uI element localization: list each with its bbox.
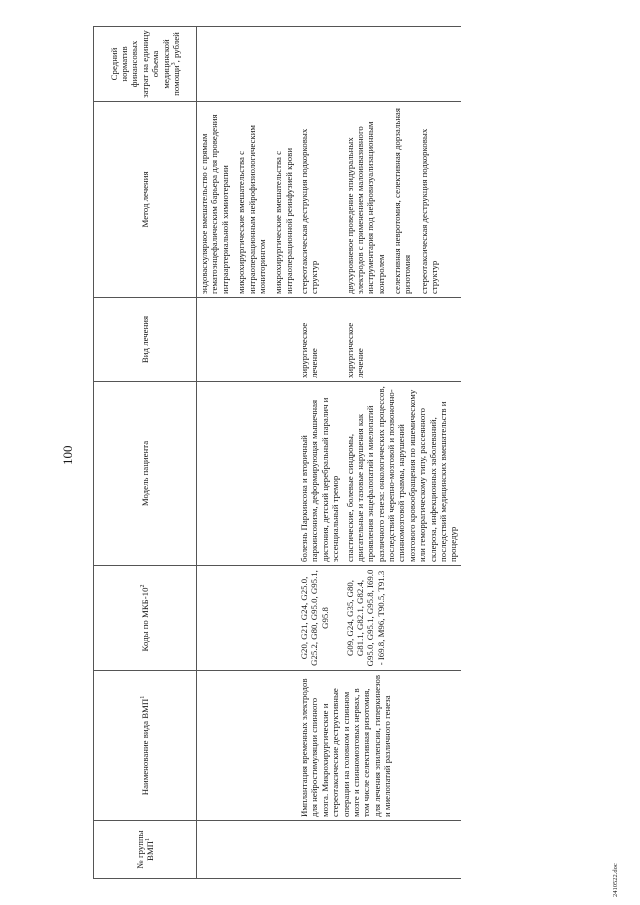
method-item: селективная невротомия, селективная дорзальная ризотомия [392,108,413,294]
vmp-table [93,26,461,879]
method-item: двухуровневое проведение эпидуральных электродов с применением малоинвазивного инструментария под нейровизуализационным контролем [344,121,386,294]
icd-codes-cell: G09, G24, G35, G80, G81.1, G82.1, G82.4, G95.0, G95.1, G95.8, I69.0 - I69.8, M96, T90.5, T91.3 [343,566,461,671]
table-row-continuation [197,27,297,879]
footer-code: 2410522.doc [612,863,619,897]
header-treatment-method: Метод лечения [94,102,197,298]
treatment-type-cell: хирургическое лечение [343,298,461,382]
treatment-type-cell: хирургическое лечение [296,298,343,382]
method-item: эндоваскулярное вмешательство с прямым гематоэнцефалическим барьера для проведения интраартериальной химиотерапии [199,114,230,294]
table-header-row [94,27,197,879]
header-group-no: № группы ВМП$^1$ [94,821,197,879]
header-vmp-name: Наименование вида ВМП$^1$ [94,671,197,821]
method-item: микрохирургические вмешательства с интраоперационным нейрофизиологическим мониторингом [236,125,267,294]
header-treatment-type: Вид лечения [94,298,197,382]
table-row [296,27,343,879]
header-norm-cost: Средний норматив финансовых затрат на единицу объема медицинской помощи$^3$, рублей [94,27,197,102]
patient-model-cell: спастические, болевые синдромы, двигательные и тазовые нарушения как проявления энцефалопатий и миелопатий различного генеза: онкологических процессов, последствий черепно-мозговой и позвоночно-спинномозговой травмы, нарушений мозгового кровообращения по ишемическому или геморрагическому типу, рассеянного склероза, инфекционных заболеваний, последствий медицинских вмешательств и процедур [343,382,461,566]
method-item: стереотаксическая деструкция подкорковых структур [299,128,320,294]
treatment-method-cell [296,102,343,298]
method-item: стереотаксическая деструкция подкорковых структур [418,128,440,294]
treatment-method-cell [343,102,461,298]
page-number: 100 [60,445,75,465]
method-item: микрохирургические вмешательства с интраоперационной реинфузией крови [273,147,294,294]
patient-model-cell: болезнь Паркинсона и вторичный паркинсонизм, деформирующая мышечная дистония, детский церебральный паралич и эссенциальный тремор [296,382,343,566]
continuation-methods-cell [197,102,297,298]
header-patient-model: Модель пациента [94,382,197,566]
header-icd-codes: Коды по МКБ-$10^2$ [94,566,197,671]
icd-codes-cell: G20, G21, G24, G25.0, G25.2, G80, G95.0, G95.1, G95.8 [296,566,343,671]
vmp-name-cell: Имплантация временных электродов для нейростимуляции спинного мозга. Микрохирургические и стереотаксические деструктивные операции на головном и спинном мозге и спинномозговых нервах, в том числе селективная ризотомия, для лечения эпилепсии, гиперкинезов и миелопатий различного генеза [296,671,461,821]
